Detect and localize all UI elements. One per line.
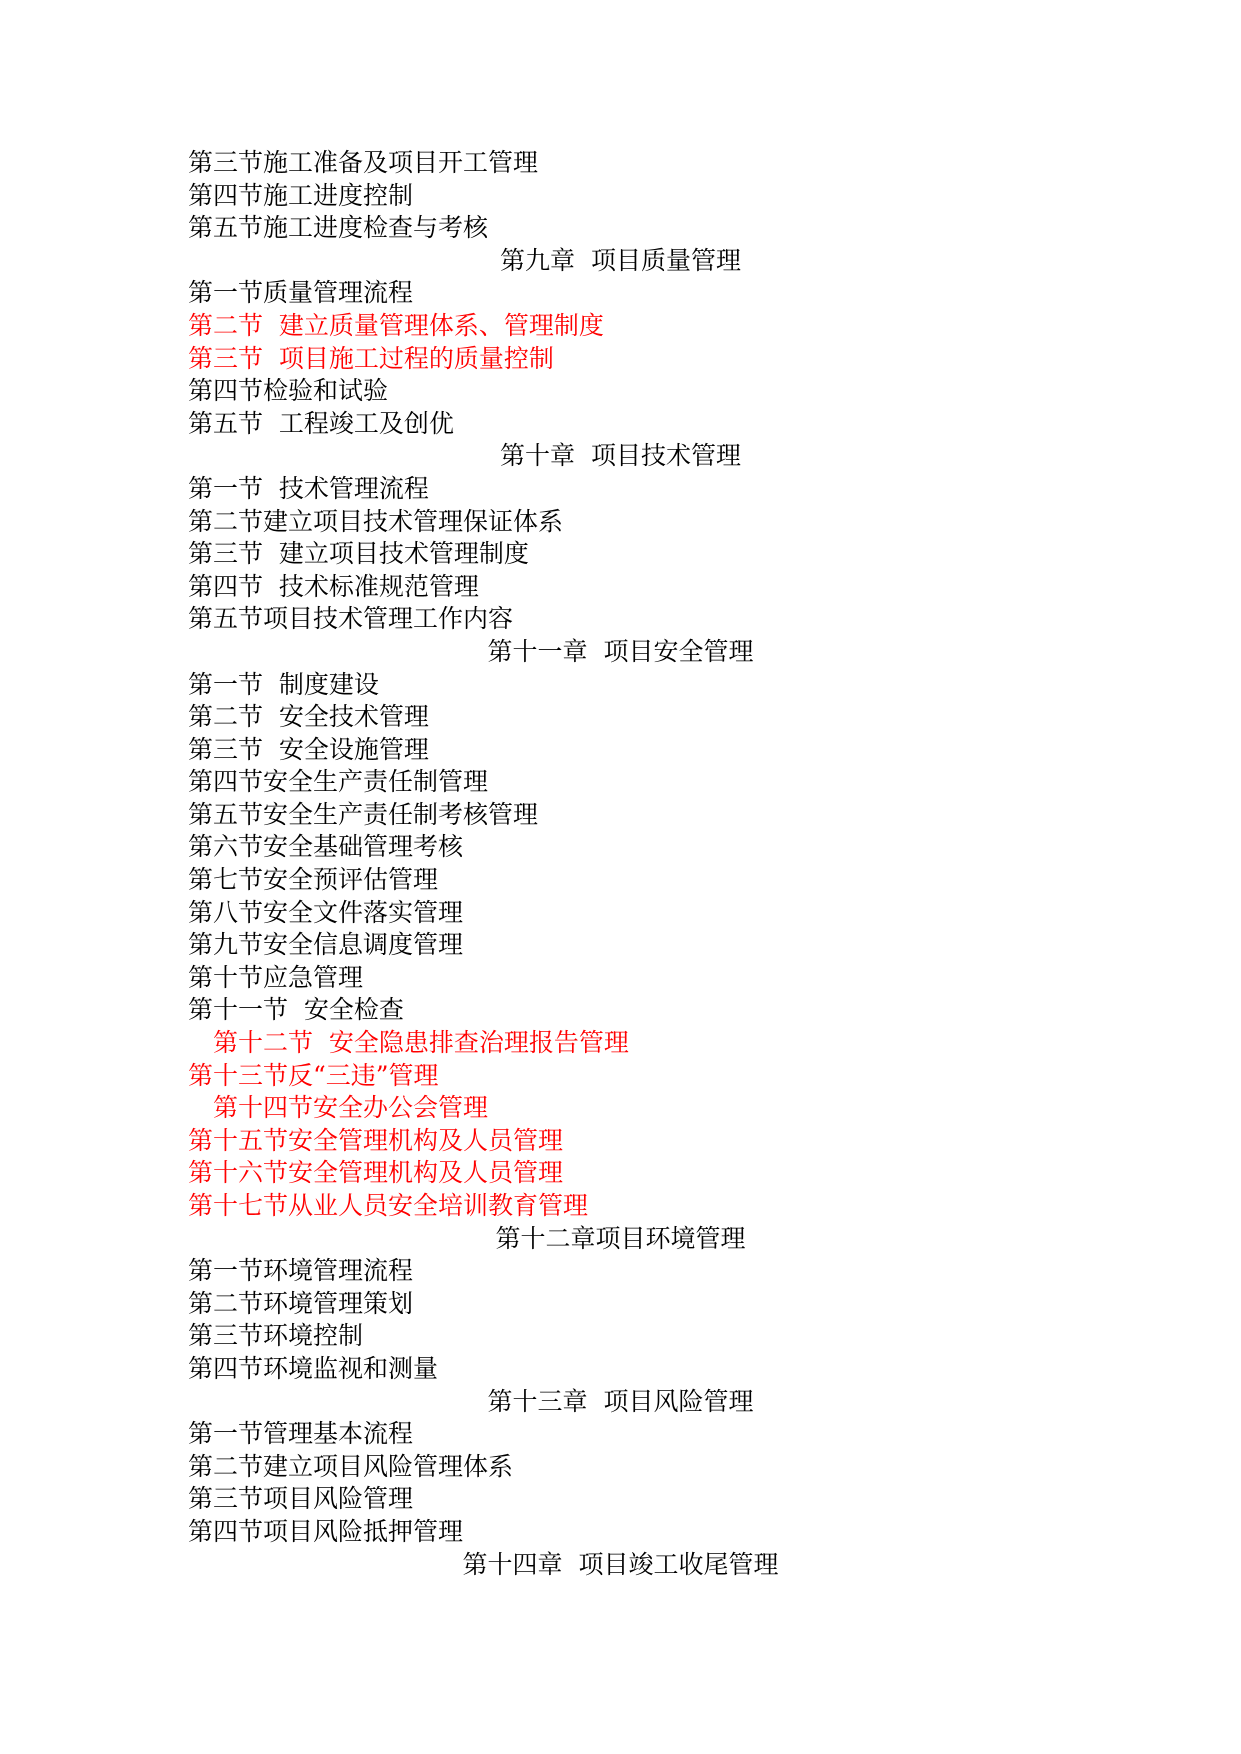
section-entry: 第一节 技术管理流程 <box>188 473 429 503</box>
chapter-heading: 第十二章项目环境管理 <box>495 1223 746 1253</box>
section-entry: 第五节 工程竣工及创优 <box>188 408 454 438</box>
section-entry: 第五节安全生产责任制考核管理 <box>188 799 539 829</box>
section-entry: 第二节建立项目风险管理体系 <box>188 1451 514 1481</box>
section-entry: 第十一节 安全检查 <box>188 995 404 1025</box>
section-entry: 第二节 建立质量管理体系、管理制度 <box>188 310 604 340</box>
section-entry: 第六节安全基础管理考核 <box>188 832 464 862</box>
section-entry: 第二节环境管理策划 <box>188 1288 414 1318</box>
section-entry: 第四节项目风险抵押管理 <box>188 1516 464 1546</box>
section-entry: 第一节环境管理流程 <box>188 1256 414 1286</box>
section-entry: 第三节 项目施工过程的质量控制 <box>188 343 554 373</box>
section-entry: 第十四节安全办公会管理 <box>213 1093 489 1123</box>
section-entry: 第八节安全文件落实管理 <box>188 897 464 927</box>
section-entry: 第十六节安全管理机构及人员管理 <box>188 1158 564 1188</box>
section-entry: 第二节建立项目技术管理保证体系 <box>188 506 564 536</box>
section-entry: 第三节施工准备及项目开工管理 <box>188 148 539 177</box>
section-entry: 第十节应急管理 <box>188 962 364 992</box>
section-entry: 第十三节反“三违”管理 <box>188 1060 439 1090</box>
section-entry: 第十七节从业人员安全培训教育管理 <box>188 1191 589 1220</box>
section-entry: 第二节 安全技术管理 <box>188 702 429 732</box>
section-entry: 第十五节安全管理机构及人员管理 <box>188 1125 564 1155</box>
section-entry: 第五节项目技术管理工作内容 <box>188 604 514 634</box>
section-entry: 第十二节 安全隐患排查治理报告管理 <box>213 1028 629 1058</box>
table-of-contents <box>0 147 1241 1581</box>
section-entry: 第九节安全信息调度管理 <box>188 930 464 960</box>
section-entry: 第四节 技术标准规范管理 <box>188 571 479 601</box>
section-entry: 第五节施工进度检查与考核 <box>188 213 489 243</box>
section-entry: 第三节 建立项目技术管理制度 <box>188 539 529 569</box>
chapter-heading: 第十四章 项目竣工收尾管理 <box>462 1549 779 1579</box>
section-entry: 第一节质量管理流程 <box>188 278 414 308</box>
chapter-heading: 第十一章 项目安全管理 <box>487 636 754 666</box>
section-entry: 第七节安全预评估管理 <box>188 865 439 895</box>
section-entry: 第四节安全生产责任制管理 <box>188 767 489 797</box>
section-entry: 第一节管理基本流程 <box>188 1419 414 1449</box>
chapter-heading: 第十章 项目技术管理 <box>500 441 741 471</box>
section-entry: 第四节施工进度控制 <box>188 180 414 210</box>
section-entry: 第三节环境控制 <box>188 1321 364 1351</box>
section-entry: 第四节环境监视和测量 <box>188 1353 439 1383</box>
chapter-heading: 第九章 项目质量管理 <box>500 245 741 275</box>
chapter-heading: 第十三章 项目风险管理 <box>487 1386 754 1416</box>
section-entry: 第一节 制度建设 <box>188 669 379 699</box>
section-entry: 第三节项目风险管理 <box>188 1484 414 1514</box>
section-entry: 第四节检验和试验 <box>188 376 389 406</box>
section-entry: 第三节 安全设施管理 <box>188 734 429 764</box>
